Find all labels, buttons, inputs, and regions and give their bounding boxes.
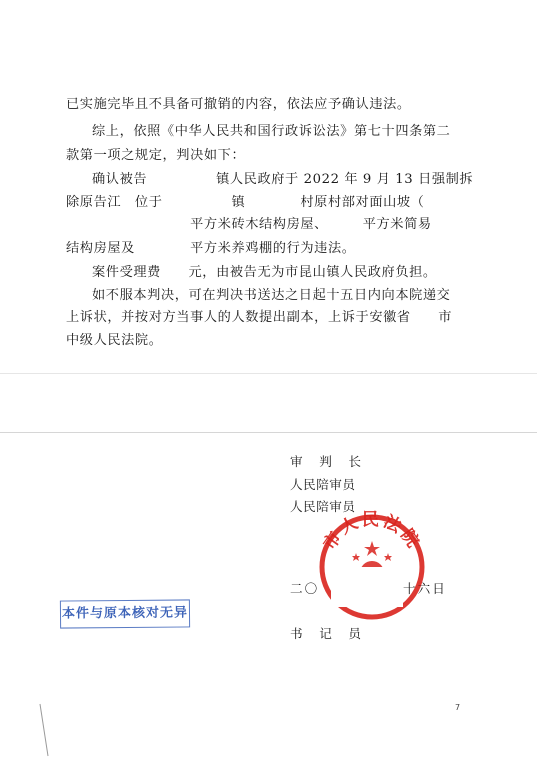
judgment-date-end: 十六日 [403, 581, 447, 596]
paragraph-line-4: 确认被告 镇人民政府于 2022 年 9 月 13 日强制拆 [92, 172, 474, 187]
paragraph-line-8: 案件受理费 元，由被告无为市昆山镇人民政府负担。 [92, 265, 437, 280]
scan-separator [0, 373, 537, 374]
redaction-block [331, 567, 403, 607]
page-number: 7 [455, 703, 461, 712]
paragraph-line-3: 款第一项之规定，判决如下： [66, 148, 246, 163]
seal-text: 市人民法院 [319, 510, 425, 554]
juror-label-1: 人民陪审员 [290, 477, 356, 492]
paragraph-line-9: 如不服本判决，可在判决书送达之日起十五日内向本院递交 [92, 288, 451, 303]
paragraph-line-2: 综上，依照《中华人民共和国行政诉讼法》第七十四条第二 [92, 124, 451, 139]
paragraph-line-5: 除原告江 位于 镇 村原村部对面山坡（ [66, 195, 425, 210]
paragraph-line-6: 平方米砖木结构房屋、 平方米简易 [66, 217, 432, 232]
certified-copy-stamp: 本件与原本核对无异 [60, 599, 190, 628]
judgment-date-start: 二〇 [290, 581, 320, 596]
paragraph-line-1: 已实施完毕且不具备可撤销的内容，依法应予确认违法。 [66, 97, 411, 112]
scan-edge-mark [30, 700, 60, 759]
clerk-label: 书 记 员 [290, 626, 363, 641]
scan-separator [0, 432, 537, 433]
presiding-judge-label: 审 判 长 [290, 454, 363, 469]
paragraph-line-11: 中级人民法院。 [66, 333, 163, 348]
juror-label-2: 人民陪审员 [290, 499, 356, 514]
paragraph-line-10: 上诉状，并按对方当事人的人数提出副本，上诉于安徽省 市 [66, 310, 453, 325]
paragraph-line-7: 结构房屋及 平方米养鸡棚的行为违法。 [66, 241, 356, 256]
